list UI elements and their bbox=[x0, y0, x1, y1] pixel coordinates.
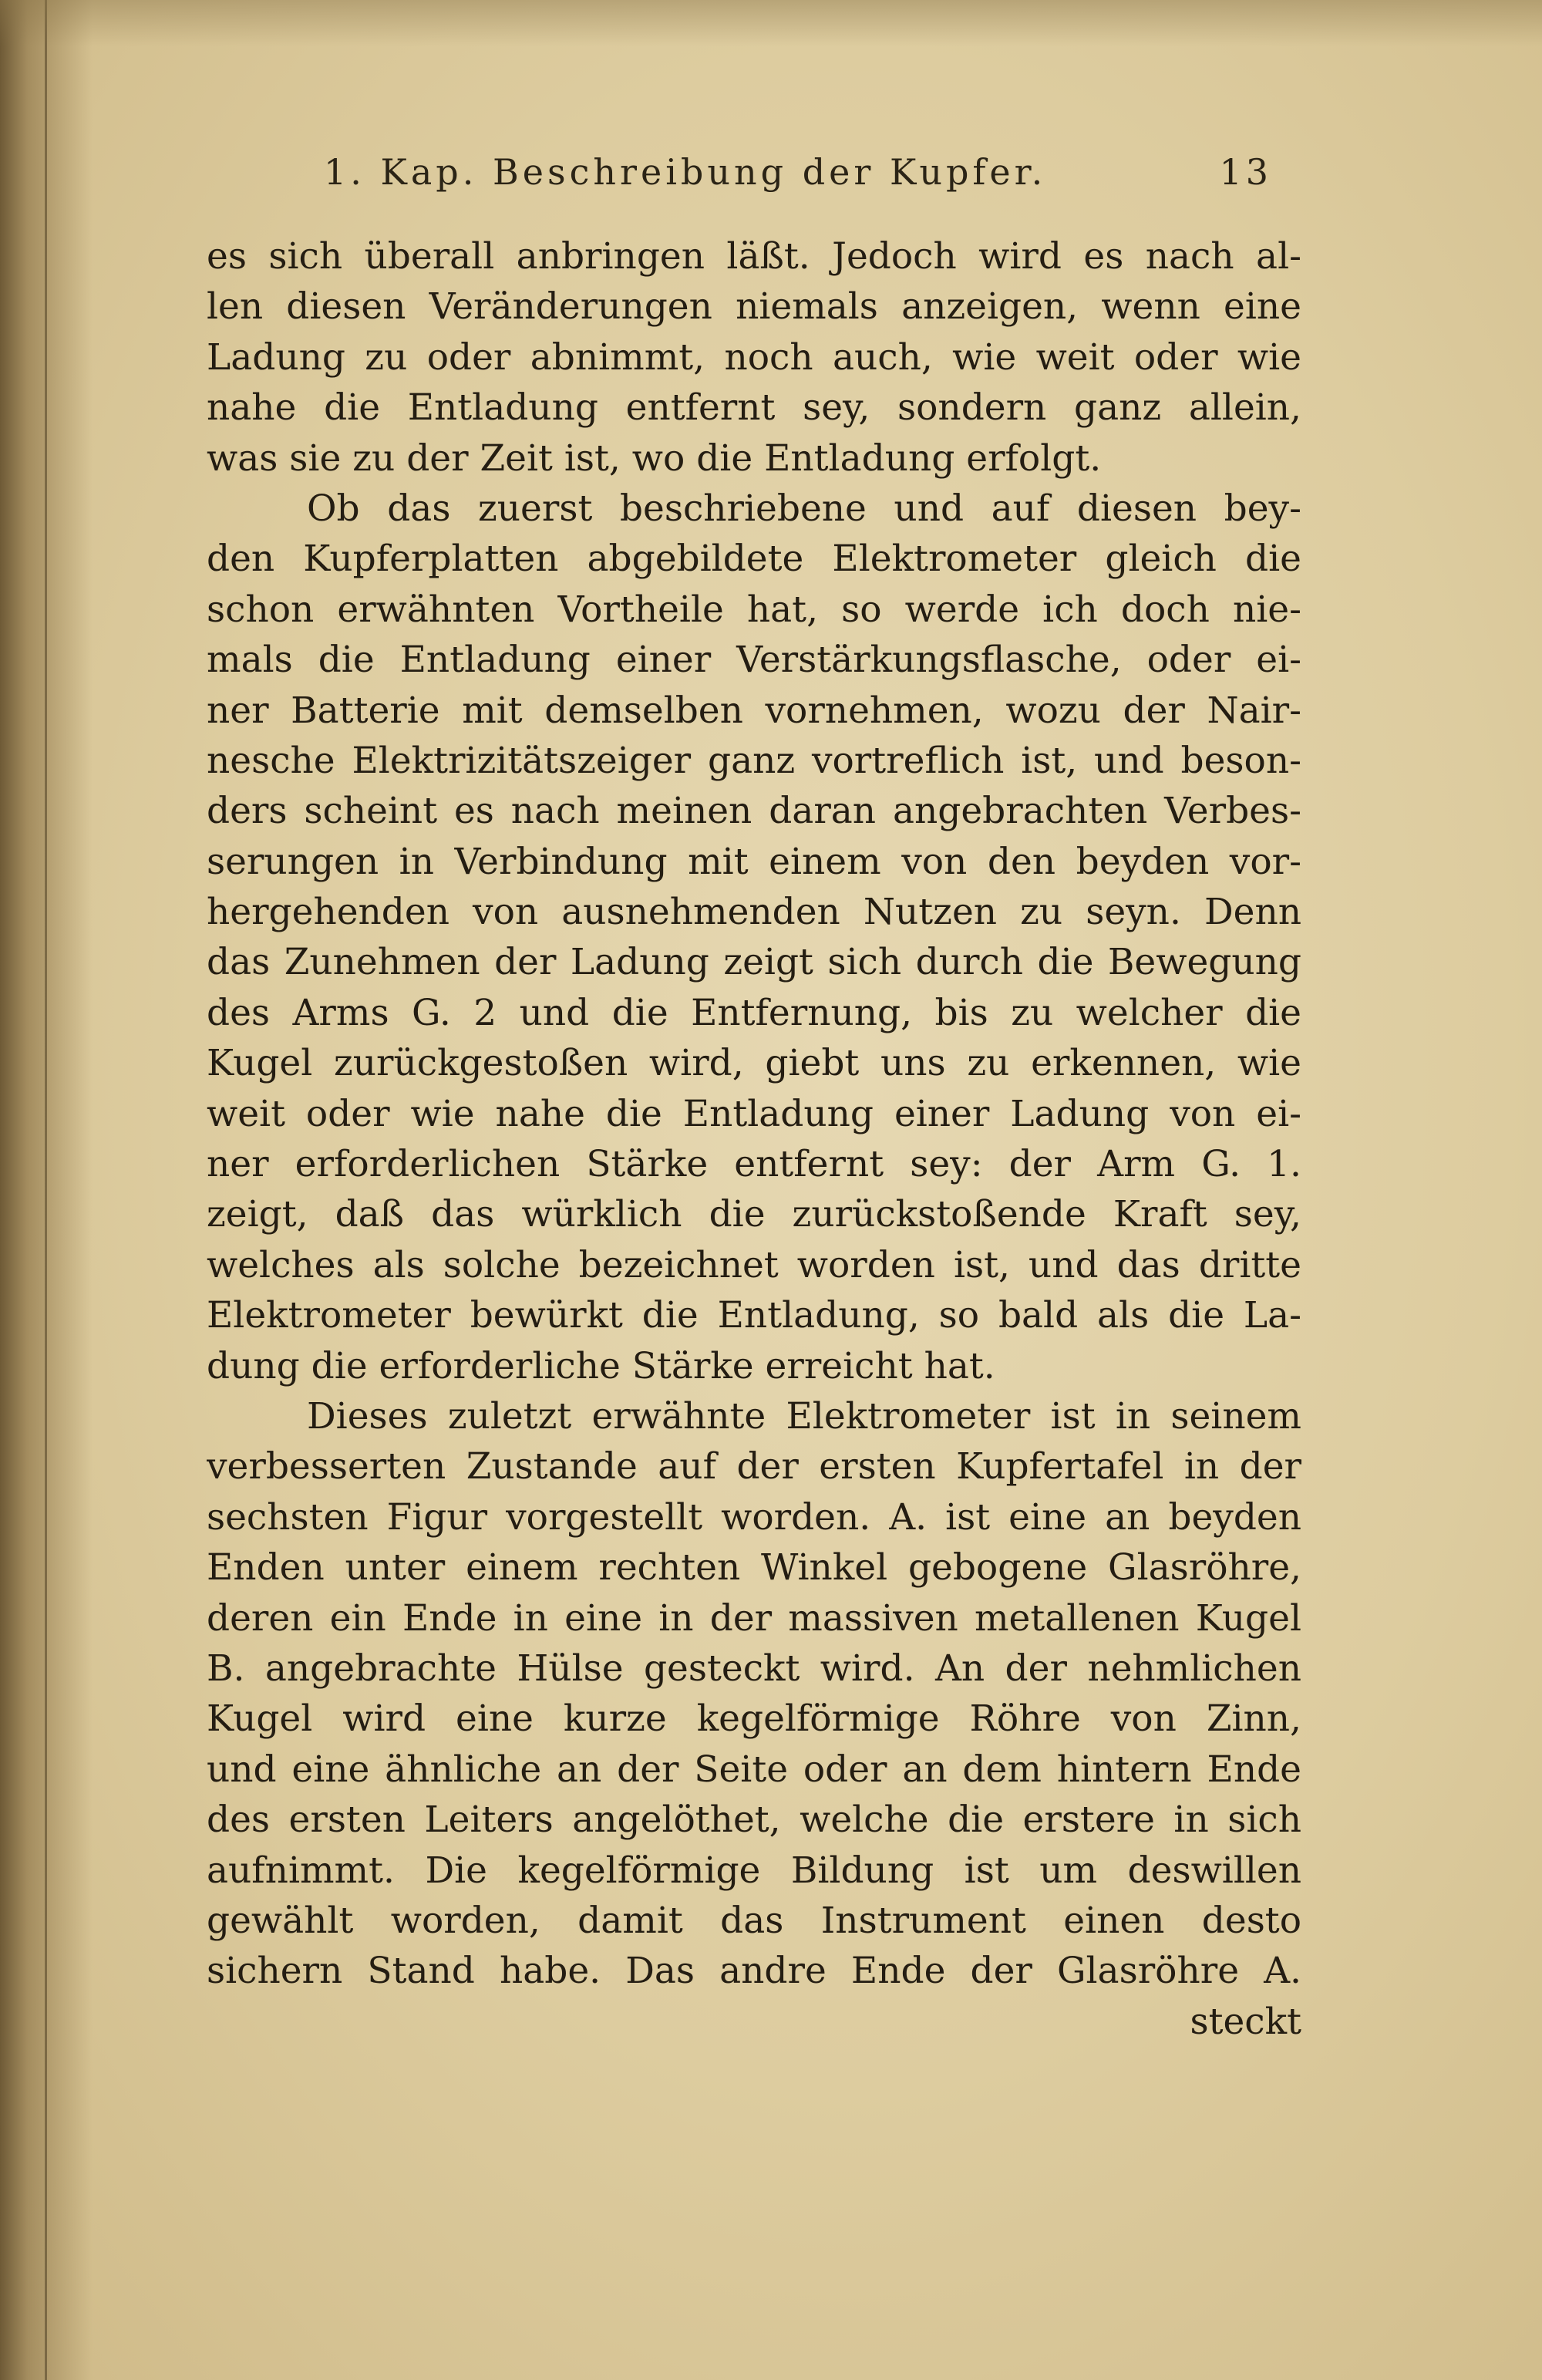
top-edge-shadow bbox=[0, 0, 1542, 46]
body-text bbox=[207, 231, 1301, 2047]
running-title: 1. Kap. Beschreibung der Kupfer. bbox=[324, 151, 1047, 193]
text-line: was sie zu der Zeit ist, wo die Entladung erfolgt. bbox=[207, 437, 1102, 480]
running-head bbox=[324, 145, 1272, 199]
text-line: ders scheint es nach meinen daran angebrachten Verbes- bbox=[207, 790, 1301, 833]
text-line: dung die erforderliche Stärke erreicht hat. bbox=[207, 1344, 995, 1387]
text-line: len diesen Veränderungen niemals anzeigen, wenn eine bbox=[207, 285, 1301, 329]
catchword: steckt bbox=[1190, 2000, 1301, 2043]
text-line: Ladung zu oder abnimmt, noch auch, wie weit oder wie bbox=[207, 335, 1301, 379]
text-line: ner erforderlichen Stärke entfernt sey: der Arm G. 1. bbox=[207, 1143, 1301, 1186]
page-number: 13 bbox=[1219, 151, 1272, 193]
text-line: sichern Stand habe. Das andre Ende der Glasröhre A. bbox=[207, 1950, 1301, 1993]
text-line: den Kupferplatten abgebildete Elektrometer gleich die bbox=[207, 538, 1301, 581]
text-line: Kugel zurückgestoßen wird, giebt uns zu erkennen, wie bbox=[207, 1042, 1301, 1085]
text-line: schon erwähnten Vortheile hat, so werde ich doch nie- bbox=[207, 588, 1301, 631]
text-line: welches als solche bezeichnet worden ist, und das dritte bbox=[207, 1243, 1301, 1286]
text-line: verbesserten Zustande auf der ersten Kupfertafel in der bbox=[207, 1445, 1301, 1488]
text-line: es sich überall anbringen läßt. Jedoch wird es nach al- bbox=[207, 235, 1301, 278]
text-line: mals die Entladung einer Verstärkungsflasche, oder ei- bbox=[207, 639, 1301, 682]
text-line: aufnimmt. Die kegelförmige Bildung ist um deswillen bbox=[207, 1849, 1301, 1892]
paragraph-start-line: Ob das zuerst beschriebene und auf diesen bey- bbox=[307, 487, 1301, 530]
text-line: nesche Elektrizitätszeiger ganz vortreflich ist, und beson- bbox=[207, 739, 1301, 782]
text-line: B. angebrachte Hülse gesteckt wird. An der nehmlichen bbox=[207, 1647, 1301, 1690]
text-line: hergehenden von ausnehmenden Nutzen zu seyn. Denn bbox=[207, 891, 1301, 934]
text-line: deren ein Ende in eine in der massiven metallenen Kugel bbox=[207, 1596, 1301, 1640]
text-line: weit oder wie nahe die Entladung einer Ladung von ei- bbox=[207, 1092, 1301, 1135]
text-line: gewählt worden, damit das Instrument einen desto bbox=[207, 1899, 1301, 1942]
paragraph-start-line: Dieses zuletzt erwähnte Elektrometer ist in seinem bbox=[307, 1394, 1301, 1438]
text-line: Elektrometer bewürkt die Entladung, so bald als die La- bbox=[207, 1294, 1301, 1337]
text-line: Enden unter einem rechten Winkel gebogene Glasröhre, bbox=[207, 1546, 1301, 1589]
text-line: des ersten Leiters angelöthet, welche die erstere in sich bbox=[207, 1798, 1301, 1842]
text-line: des Arms G. 2 und die Entfernung, bis zu welcher die bbox=[207, 991, 1301, 1034]
text-line: das Zunehmen der Ladung zeigt sich durch die Bewegung bbox=[207, 941, 1301, 984]
text-line: zeigt, daß das würklich die zurückstoßende Kraft sey, bbox=[207, 1193, 1301, 1236]
text-line: und eine ähnliche an der Seite oder an dem hintern Ende bbox=[207, 1748, 1301, 1791]
text-line: nahe die Entladung entfernt sey, sondern ganz allein, bbox=[207, 386, 1301, 430]
gutter-fold bbox=[45, 0, 47, 2380]
text-line: ner Batterie mit demselben vornehmen, wozu der Nair- bbox=[207, 689, 1301, 732]
text-line: serungen in Verbindung mit einem von den beyden vor- bbox=[207, 840, 1301, 883]
text-line: Kugel wird eine kurze kegelförmige Röhre von Zinn, bbox=[207, 1697, 1301, 1741]
text-line: sechsten Figur vorgestellt worden. A. ist eine an beyden bbox=[207, 1495, 1301, 1539]
